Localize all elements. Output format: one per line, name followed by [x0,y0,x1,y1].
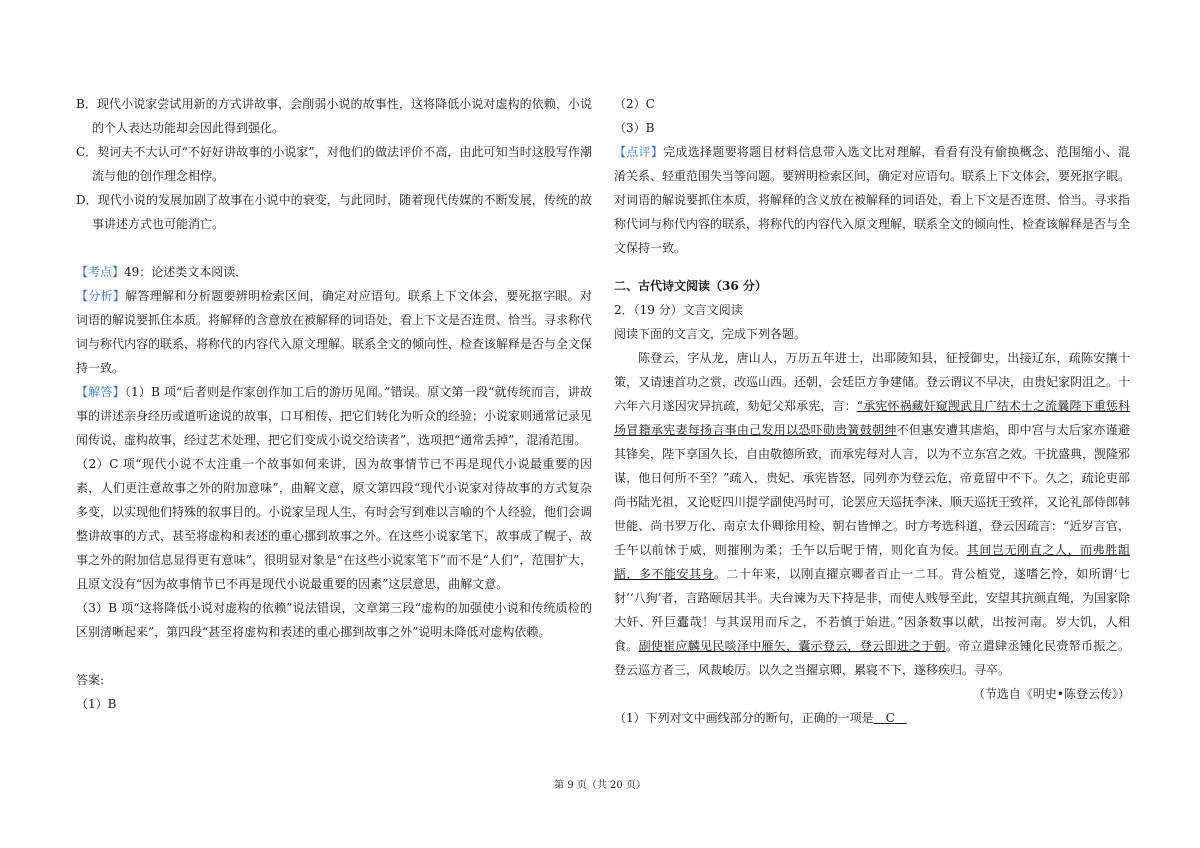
passage-part-3: 。二十年来，以刚直擢京卿者百止一二耳。背公植党，遂嗜乞怜，如所谓‘七豺’‘八狗’者，言路颐居其半。夫台谏为天下持是非，而使人贱辱至此，安望其抗颜直绳，为国家除大奸、歼巨蠹哉！与其误用而斥之，不若慎于始进。”因条数事以献，出按河南。岁大饥，人相食。 [614,567,1130,653]
jieda-paragraph-3: （3）B 项“这将降低小说对虚构的依赖”说法错误，文章第三段“虚构的加强使小说和传统质检的区别清晰起来”，第四段“甚至将虚构和表述的重心挪到故事之外”说明未降低对虚构依赖。 [76,601,592,639]
option-c: C．契诃夫不大认可“不好好讲故事的小说家”，对他们的做法评价不高，由此可知当时这股写作潮流与他的创作理念相悖。 [76,145,592,183]
dianping-text: 完成选择题要将题目材料信息带入选文比对理解，看看有没有偷换概念、范围缩小、混淆关系、轻重范围失当等问题。要辨明检索区间，确定对应语句。联系上下文体会，要死抠字眼。对词语的解说要抓住本质，将解释的含义放在被解释的词语处，看上下文是否连贯、恰当。寻求指称代词与称代内容的联系，将称代的内容代入原文理解，联系全文的倾向性，检查该解释是否与全文保持一致。 [614,145,1131,255]
question-1-text: （1）下列对文中画线部分的断句，正确的一项是 [614,711,874,725]
underlined-sentence-1: “承宪怀祸藏奸窥觊武且广结术士之流曩陛下重惩科场冒籍承宪妻每扬言事由己发用以恐吓勋贵簧鼓朝绅 [614,399,1130,437]
jieda-paragraph-2: （2）C 项“现代小说不太注重一个故事如何来讲，因为故事情节已不再是现代小说最重要的因素，人们更注意故事之外的附加意味”，曲解文意，原文第四段“现代小说家对待故事的方式复杂多变，以实现他们特殊的叙事目的。小说家呈现人生，有时会写到难以言喻的个人经验，他们会调整讲故事的方式，甚至将虚构和表述的重心挪到故事之外。在这些小说家笔下，故事成了幌子，故事之外的附加信息显得更有意味”，很明显对象是“在这些小说家笔下”而不是“人们”，范围扩大，且原文没有“因为故事情节已不再是现代小说最重要的因素”这层意思，曲解文意。 [76,457,593,591]
kaodian-tag: 【考点】 [76,265,125,279]
right-column [614,92,1130,730]
passage-source: （节选自《明史•陈登云传》） [972,687,1130,701]
fenxi-tag: 【分析】 [76,289,126,303]
answer-label: 答案: [76,673,105,687]
question-1 [614,706,1130,730]
underlined-sentence-3: 副使崔应麟见民啖泽中雁矢，囊示登云，登云即进之于朝 [638,639,946,653]
fenxi-paragraph [76,284,592,380]
kaodian-line [76,260,592,284]
fenxi-text: 解答理解和分析题要辨明检索区间，确定对应语句。联系上下文体会，要死抠字眼。对词语的解说要抓住本质。将解释的含意放在被解释的词语处，看上下文是否连贯、恰当。寻求称代词与称代内容的联系，将称代的内容代入原文理解。联系全文的倾向性，检查该解释是否与全文保持一致。 [76,289,593,375]
question-2-header: 2．（19 分）文言文阅读 [614,303,743,317]
option-d: D．现代小说的发展加剧了故事在小说中的衰变，与此同时，随着现代传媒的不断发展，传统的故事讲述方式也可能消亡。 [76,193,592,231]
answer-1: （1）B [76,697,117,711]
jieda-paragraph-1 [76,380,592,452]
dianping-tag: 【点评】 [614,145,664,159]
question-1-answer-value: C [885,711,895,725]
left-column [76,92,592,716]
dianping-paragraph [614,140,1130,260]
jieda-tag: 【解答】 [76,385,125,399]
jieda-text-1: （1）B 项“后者则是作家创作加工后的游历见闻。”错误。原文第一段“就传统而言，讲故事的讲述亲身经历或道听途说的故事，口耳相传，把它们转化为听众的经验；小说家则通常记录见闻传说，虚构故事，经过艺术处理，把它们变成小说交给读者”，选项把“通常丢掉”，混淆范围。 [76,385,593,447]
answer-2: （2）C [614,97,655,111]
passage [614,346,1130,682]
question-1-answer [874,711,907,725]
section-title: 二、古代诗文阅读（36 分） [614,279,767,293]
passage-part-4: 。帝立遣肆丞锺化民赍帑币振之。登云巡方者三，风裁峻厉。以久之当擢京卿，累寝不下，遂移疾归。寻卒。 [614,639,1130,677]
option-b: B．现代小说家尝试用新的方式讲故事，会削弱小说的故事性，这将降低小说对虚构的依赖，小说的个人表达功能却会因此得到强化。 [76,97,592,135]
passage-part-2: 不但惠安遭其虐焰，即中宫与太后家亦谨避其锋矣，陛下享国久长，自由敬德所致，而承宪每对人言，以为不立东宫之效。干扰盛典，觊隆邪谋，他日何所不至？”疏入，贵妃、承宪皆怒，同列亦为登云危，帝竟留中不下。久之，疏论吏部尚书陆光祖，又论贬四川提学副使冯时可，论罢应天巡抚李涞、顺天巡抚王致祥，又论礼部侍郎韩世能、尚书罗万化、南京太仆卿徐用检、朝右皆惮之。时方考选科道，登云因疏言：“近岁言官，壬午以前怵于威，则摧刚为柔；壬午以后昵于情，则化直为佞。 [614,423,1131,557]
answer-3: （3）B [614,121,655,135]
question-2-instruction: 阅读下面的文言文，完成下列各题。 [614,327,807,341]
kaodian-text: 49：论述类文本阅读． [124,265,248,279]
page-footer: 第 9 页（共 20 页） [554,780,646,791]
underlined-sentence-2: 其间岂无刚直之人，而弗胜龃龉，多不能安其身 [614,543,1130,581]
passage-part-1: 陈登云，字从龙，唐山人，万历五年进士，出耶陵知县，征授御史，出接辽东，疏陈安攘十策，又请速首功之赏，改巡山西。还朝，会廷臣方争建储。登云谓议不早决，由贵妃家阴沮之。十六年六月遂因灾异抗疏，劾妃父郑承宪，言： [614,351,1131,413]
